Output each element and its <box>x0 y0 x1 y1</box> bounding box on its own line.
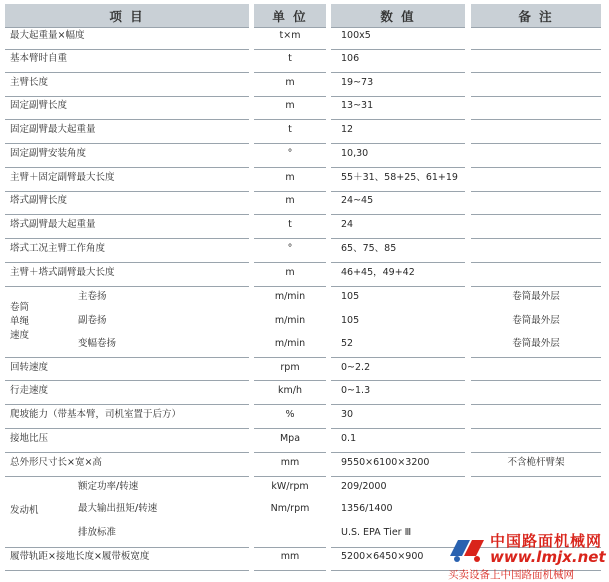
row-divider <box>471 143 601 144</box>
row-divider <box>331 547 465 548</box>
spec-unit: kW/rpm <box>271 481 309 492</box>
row-divider <box>471 49 601 50</box>
row-divider <box>331 143 465 144</box>
row-divider <box>254 72 326 73</box>
spec-item: 塔式副臂长度 <box>10 195 68 206</box>
spec-item: 爬坡能力（带基本臂，司机室置于后方） <box>10 409 182 420</box>
row-divider <box>471 214 601 215</box>
row-divider <box>331 72 465 73</box>
row-divider <box>5 428 249 429</box>
spec-unit: t <box>288 124 292 135</box>
spec-item: 副卷扬 <box>78 315 107 326</box>
spec-value: 55＋31、58+25、61+19 <box>341 172 458 183</box>
spec-unit: km/h <box>278 385 302 396</box>
row-divider <box>471 428 601 429</box>
spec-value: 105 <box>341 291 360 302</box>
spec-item: 最大输出扭矩/转速 <box>78 503 158 514</box>
row-divider <box>254 547 326 548</box>
spec-value: 52 <box>341 338 354 349</box>
spec-item: 回转速度 <box>10 362 49 373</box>
spec-value: 209/2000 <box>341 481 387 492</box>
row-divider <box>254 262 326 263</box>
spec-value: 100x5 <box>341 30 371 41</box>
row-divider <box>254 404 326 405</box>
row-divider <box>5 404 249 405</box>
row-divider <box>331 167 465 168</box>
row-divider <box>331 49 465 50</box>
spec-item: 塔式工况主臂工作角度 <box>10 243 106 254</box>
spec-unit: m/min <box>274 291 306 302</box>
spec-item: 固定副臂长度 <box>10 100 68 111</box>
spec-item: 塔式副臂最大起重量 <box>10 219 96 230</box>
row-divider <box>5 286 249 287</box>
row-divider <box>254 428 326 429</box>
row-divider <box>331 27 465 28</box>
row-divider <box>471 357 601 358</box>
row-divider <box>471 238 601 239</box>
spec-note: 卷筒最外层 <box>512 338 560 349</box>
spec-unit: m <box>285 172 295 183</box>
row-divider <box>5 238 249 239</box>
row-divider <box>5 452 249 453</box>
header-value: 数 值 <box>331 4 465 27</box>
spec-item: 主卷扬 <box>78 291 107 302</box>
row-divider <box>331 238 465 239</box>
row-divider <box>471 191 601 192</box>
row-divider <box>331 262 465 263</box>
spec-value: 13~31 <box>341 100 374 111</box>
spec-unit: m <box>285 77 295 88</box>
spec-item: 主臂＋固定副臂最大长度 <box>10 172 115 183</box>
spec-unit: m <box>285 267 295 278</box>
spec-value: 9550×6100×3200 <box>341 457 430 468</box>
spec-unit: t <box>288 219 292 230</box>
row-divider <box>5 547 249 548</box>
row-divider <box>254 143 326 144</box>
spec-unit: m <box>285 195 295 206</box>
header-note: 备 注 <box>471 4 601 27</box>
row-divider <box>5 27 249 28</box>
row-divider <box>471 262 601 263</box>
row-divider <box>471 119 601 120</box>
row-divider <box>254 238 326 239</box>
spec-note: 卷筒最外层 <box>512 291 560 302</box>
spec-value: 0.1 <box>341 433 357 444</box>
row-divider <box>331 286 465 287</box>
row-divider <box>5 119 249 120</box>
row-divider <box>254 286 326 287</box>
row-divider <box>471 27 601 28</box>
row-divider <box>5 167 249 168</box>
row-divider <box>5 96 249 97</box>
spec-unit: mm <box>280 551 300 562</box>
row-divider <box>5 191 249 192</box>
spec-item: 额定功率/转速 <box>78 481 139 492</box>
spec-value: 0~1.3 <box>341 385 371 396</box>
row-divider <box>254 214 326 215</box>
header-item: 项 目 <box>5 4 249 27</box>
spec-item: 总外形尺寸长×宽×高 <box>10 457 102 468</box>
row-divider <box>471 72 601 73</box>
spec-item: 变幅卷扬 <box>78 338 117 349</box>
row-divider <box>471 286 601 287</box>
spec-unit: m <box>285 100 295 111</box>
row-divider <box>5 380 249 381</box>
spec-unit: t <box>288 53 292 64</box>
spec-note: 不含桅杆臂架 <box>507 457 565 468</box>
row-divider <box>331 404 465 405</box>
row-divider <box>254 357 326 358</box>
row-divider <box>5 72 249 73</box>
spec-note: 卷筒最外层 <box>512 315 560 326</box>
spec-item: 最大起重量×幅度 <box>10 30 85 41</box>
spec-unit: mm <box>280 457 300 468</box>
row-divider <box>331 570 465 571</box>
spec-unit: rpm <box>280 362 300 373</box>
row-divider <box>254 119 326 120</box>
row-divider <box>331 119 465 120</box>
spec-value: 106 <box>341 53 360 64</box>
spec-unit: t×m <box>279 30 301 41</box>
spec-item: 行走速度 <box>10 385 49 396</box>
spec-value: 30 <box>341 409 354 420</box>
lmjx-logo-icon <box>448 534 488 564</box>
row-divider <box>5 570 249 571</box>
row-divider <box>331 357 465 358</box>
speed-group-label: 单绳 <box>10 316 30 327</box>
speed-group-label: 速度 <box>10 330 30 341</box>
spec-unit: m/min <box>274 338 306 349</box>
row-divider <box>5 476 249 477</box>
row-divider <box>5 357 249 358</box>
row-divider <box>471 380 601 381</box>
spec-item: 接地比压 <box>10 433 49 444</box>
watermark-slogan: 买卖设备上中国路面机械网 <box>448 569 574 581</box>
row-divider <box>254 570 326 571</box>
spec-value: 105 <box>341 315 360 326</box>
spec-item: 固定副臂安装角度 <box>10 148 87 159</box>
row-divider <box>331 214 465 215</box>
row-divider <box>5 49 249 50</box>
row-divider <box>254 452 326 453</box>
engine-group-label: 发动机 <box>10 505 39 516</box>
spec-item: 排放标准 <box>78 527 117 538</box>
row-divider <box>254 380 326 381</box>
spec-item: 主臂＋塔式副臂最大长度 <box>10 267 115 278</box>
spec-item: 固定副臂最大起重量 <box>10 124 96 135</box>
spec-unit: ° <box>287 148 293 159</box>
speed-group-label: 卷筒 <box>10 302 30 313</box>
row-divider <box>254 191 326 192</box>
spec-unit: % <box>285 409 295 420</box>
row-divider <box>331 428 465 429</box>
row-divider <box>254 167 326 168</box>
row-divider <box>471 167 601 168</box>
row-divider <box>254 476 326 477</box>
spec-unit: Mpa <box>279 433 301 444</box>
row-divider <box>471 452 601 453</box>
watermark-name: 中国路面机械网 <box>490 532 603 550</box>
spec-unit: m/min <box>274 315 306 326</box>
row-divider <box>5 214 249 215</box>
spec-value: 0~2.2 <box>341 362 371 373</box>
row-divider <box>254 27 326 28</box>
row-divider <box>331 191 465 192</box>
spec-value: 1356/1400 <box>341 503 393 514</box>
spec-item: 基本臂时自重 <box>10 53 68 64</box>
row-divider <box>331 476 465 477</box>
spec-value: U.S. EPA Tier Ⅲ <box>341 527 412 538</box>
spec-unit: Nm/rpm <box>270 503 310 514</box>
row-divider <box>471 96 601 97</box>
row-divider <box>331 380 465 381</box>
spec-value: 5200×6450×900 <box>341 551 424 562</box>
spec-value: 12 <box>341 124 354 135</box>
header-unit: 单 位 <box>254 4 326 27</box>
spec-value: 65、75、85 <box>341 243 397 254</box>
spec-value: 10,30 <box>341 148 369 159</box>
spec-unit: ° <box>287 243 293 254</box>
spec-value: 46+45，49+42 <box>341 267 415 278</box>
row-divider <box>5 262 249 263</box>
row-divider <box>331 452 465 453</box>
row-divider <box>471 404 601 405</box>
spec-value: 24~45 <box>341 195 374 206</box>
spec-value: 24 <box>341 219 354 230</box>
row-divider <box>254 96 326 97</box>
spec-value: 19~73 <box>341 77 374 88</box>
row-divider <box>331 96 465 97</box>
row-divider <box>5 143 249 144</box>
spec-item: 履带轨距×接地长度×履带板宽度 <box>10 551 150 562</box>
spec-item: 主臂长度 <box>10 77 49 88</box>
row-divider <box>254 49 326 50</box>
row-divider <box>471 476 601 477</box>
watermark <box>448 530 609 582</box>
watermark-url[interactable]: www.lmjx.net <box>490 548 606 566</box>
